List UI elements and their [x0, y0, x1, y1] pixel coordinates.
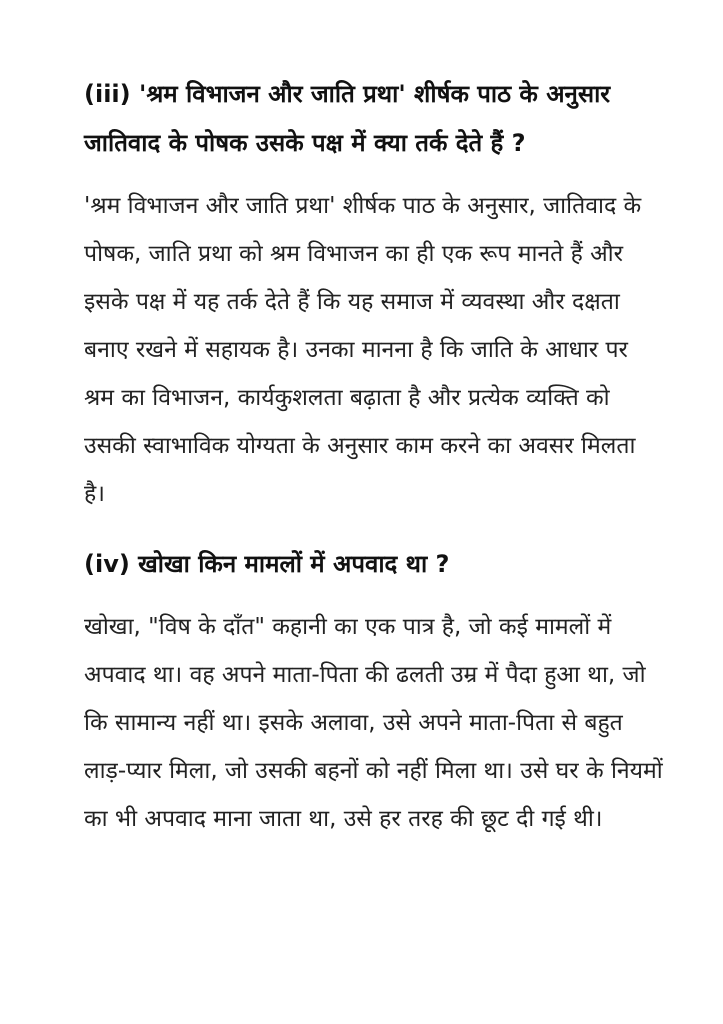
question-iii: (iii) 'श्रम विभाजन और जाति प्रथा' शीर्षक पाठ के अनुसार जातिवाद के पोषक उसके पक्ष में क्या तर्क देते हैं ?	[84, 80, 611, 157]
answer-iv: खोखा, "विष के दाँत" कहानी का एक पात्र है, जो कई मामलों में अपवाद था। वह अपने माता-पिता की ढलती उम्र में पैदा हुआ था, जो कि सामान्य नहीं था। इसके अलावा, उसे अपने माता-पिता से बहुत लाड़-प्यार मिला, जो उसकी बहनों को नहीं मिला था। उसे घर के नियमों का भी अपवाद माना जाता था, उसे हर तरह की छूट दी गई थी।	[84, 614, 663, 832]
answer-iii: 'श्रम विभाजन और जाति प्रथा' शीर्षक पाठ के अनुसार, जातिवाद के पोषक, जाति प्रथा को श्रम विभाजन का ही एक रूप मानते हैं और इसके पक्ष में यह तर्क देते हैं कि यह समाज में व्यवस्था और दक्षता बनाए रखने में सहायक है। उनका मानना है कि जाति के आधार पर श्रम का विभाजन, कार्यकुशलता बढ़ाता है और प्रत्येक व्यक्ति को उसकी स्वाभाविक योग्यता के अनुसार काम करने का अवसर मिलता है।	[84, 193, 642, 507]
question-iv: (iv) खोखा किन मामलों में अपवाद था ?	[84, 550, 450, 578]
